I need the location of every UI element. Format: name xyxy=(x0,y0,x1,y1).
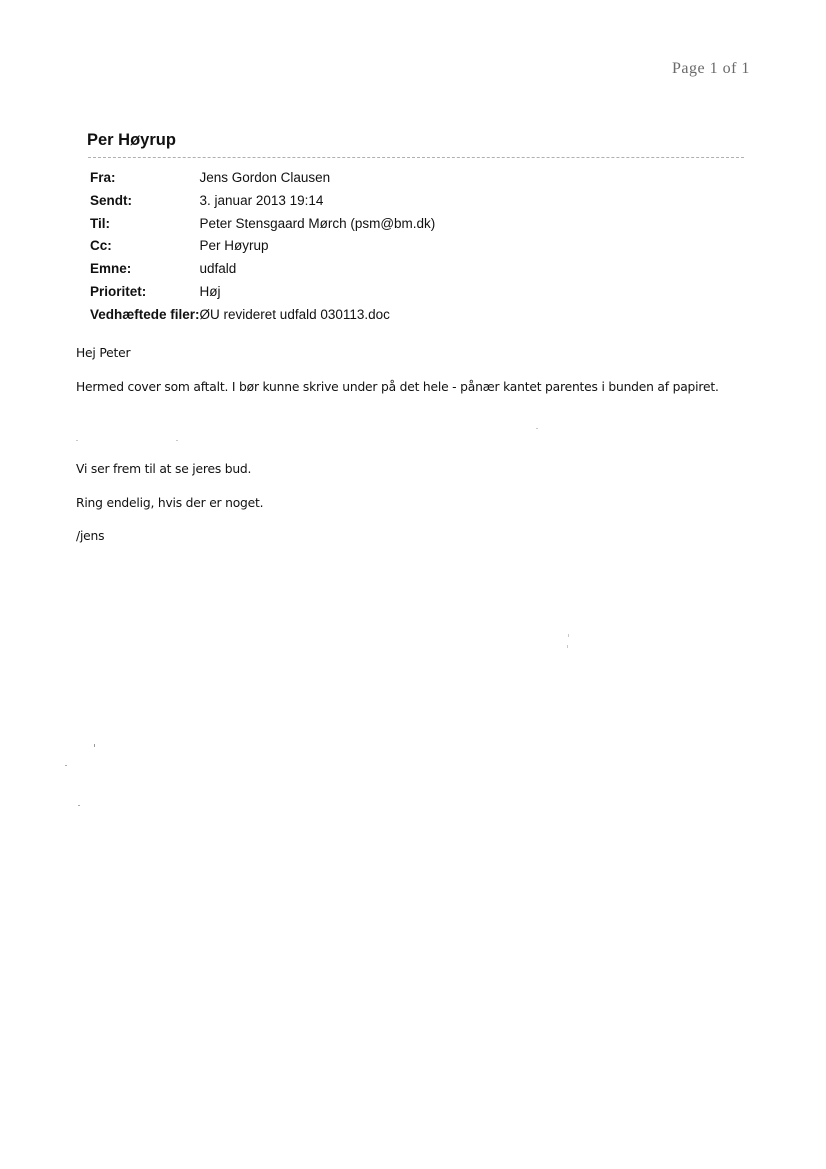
scan-speck xyxy=(65,765,67,766)
scan-speck xyxy=(94,744,95,747)
header-label: Sendt: xyxy=(90,192,132,208)
header-value-sent: 3. januar 2013 19:14 xyxy=(199,192,324,208)
body-paragraph-call: Ring endelig, hvis der er noget. xyxy=(76,496,264,510)
header-row-subject xyxy=(90,261,435,284)
header-label: Prioritet: xyxy=(90,283,147,299)
header-value-cc: Per Høyrup xyxy=(199,238,269,254)
header-label: Til: xyxy=(90,215,110,231)
scan-speck xyxy=(568,634,569,637)
body-paragraph-cover: Hermed cover som aftalt. I bør kunne skrive under på det hele - pånær kantet parentes i bunden af papiret. xyxy=(76,380,719,394)
header-label: Vedhæftede filer: xyxy=(90,306,200,322)
page-number: Page 1 of 1 xyxy=(672,60,750,77)
scan-speck xyxy=(536,428,538,429)
scan-speck xyxy=(176,440,178,441)
header-value-subject: udfald xyxy=(199,261,237,277)
sender-heading: Per Høyrup xyxy=(87,131,176,149)
header-row-cc xyxy=(90,238,435,261)
body-greeting: Hej Peter xyxy=(76,346,131,360)
header-value-attachments: ØU revideret udfald 030113.doc xyxy=(199,306,390,322)
body-signature: /jens xyxy=(76,529,105,543)
header-row-priority xyxy=(90,284,435,307)
header-row-sent xyxy=(90,193,435,216)
header-row-from xyxy=(90,170,435,193)
scan-speck xyxy=(567,645,568,648)
scan-speck xyxy=(76,440,78,441)
email-header-table xyxy=(90,170,435,330)
scan-speck xyxy=(78,805,80,806)
header-row-to xyxy=(90,216,435,239)
header-label: Cc: xyxy=(90,238,112,254)
header-label: Fra: xyxy=(90,170,116,185)
header-label: Emne: xyxy=(90,261,132,277)
body-paragraph-bid: Vi ser frem til at se jeres bud. xyxy=(76,462,252,476)
header-value-priority: Høj xyxy=(199,283,221,299)
header-value-from: Jens Gordon Clausen xyxy=(199,170,331,185)
header-row-attachments xyxy=(90,307,435,330)
header-value-to: Peter Stensgaard Mørch (psm@bm.dk) xyxy=(199,215,436,231)
header-divider xyxy=(88,157,744,158)
